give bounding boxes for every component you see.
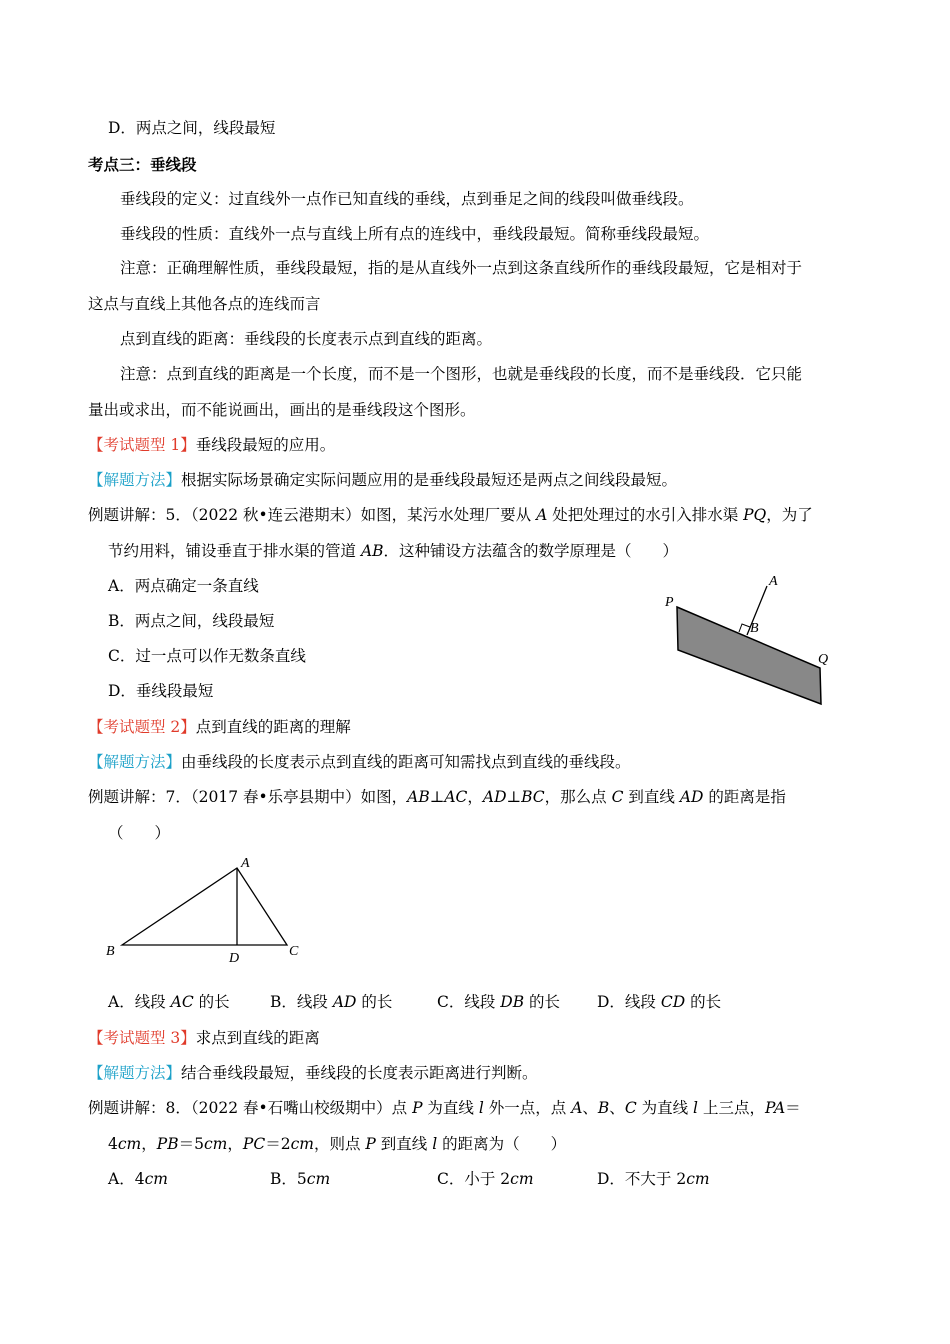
example-5-text: 处把处理过的水引入排水渠 [547,506,744,524]
example-7-option-a [108,991,230,1013]
example-7-option-b [270,991,392,1013]
distance-definition: 点到直线的距离：垂线段的长度表示点到直线的距离。 [120,330,493,348]
triangle-figure [100,850,320,970]
example-5-text: 节约用料，铺设垂直于排水渠的管道 [108,542,361,560]
example-8-line2 [108,1133,566,1155]
example-5-line2 [108,540,678,562]
drainage-channel-figure [660,570,840,710]
option-text: C．小于 2 [437,1170,511,1188]
method-3-tag: 【解题方法】 [88,1064,182,1082]
option-unit: cm [510,1170,534,1188]
example-5-var: AB [360,542,384,560]
example-8-text: 4 [108,1135,118,1153]
example-8-option-d [597,1168,710,1190]
example-7-var: AD [679,788,704,806]
example-7-text: 例题讲解：7．（2017 春•乐亭县期中）如图， [88,788,408,806]
example-8-text: ＝2 [265,1135,291,1153]
example-8-text: ， [227,1135,243,1153]
option-text: 的长 [356,993,393,1011]
example-5-option-a: A．两点确定一条直线 [108,577,259,595]
option-var: AD [332,993,357,1011]
section-title: 考点三：垂线段 [88,155,197,174]
example-7-text: ⊥ [429,788,445,806]
example-7-text: 到直线 [623,788,680,806]
exam-type-2-tag: 【考试题型 2】 [88,718,196,736]
example-5-option-c: C．过一点可以作无数条直线 [108,647,306,665]
method-1-tag: 【解题方法】 [88,471,182,489]
example-5-text: ，为了 [766,506,813,524]
example-5-option-d: D．垂线段最短 [108,682,214,700]
note1-line2: 这点与直线上其他各点的连线而言 [88,295,321,313]
example-8-text: ， [141,1135,157,1153]
example-8-unit: cm [117,1135,142,1153]
exam-type-1-text: 垂线段最短的应用。 [195,436,336,454]
example-8-option-c [437,1168,534,1190]
example-8-var: l [478,1099,484,1117]
label-a: A [769,574,778,589]
example-8-var: l [693,1099,699,1117]
example-7-var: C [611,788,624,806]
example-8-unit: cm [290,1135,314,1153]
exam-type-1 [88,434,335,456]
label-b: B [106,944,115,959]
example-8-var: PA [764,1099,786,1117]
example-8-var: B [597,1099,610,1117]
option-text: C．线段 [437,993,501,1011]
option-text: 的长 [524,993,561,1011]
exam-type-3 [88,1027,320,1049]
example-5-line1 [88,504,813,526]
method-3-text: 结合垂线段最短，垂线段的长度表示距离进行判断。 [181,1064,538,1082]
option-text: 的长 [685,993,722,1011]
example-8-text: ＝5 [178,1135,204,1153]
note2-line1: 注意：点到直线的距离是一个长度，而不是一个图形，也就是垂线段的长度，而不是垂线段．它只能 [120,365,803,383]
example-8-line1 [88,1097,801,1119]
label-q: Q [818,652,829,667]
option-unit: cm [144,1170,168,1188]
example-8-text: ，则点 [313,1135,366,1153]
example-8-option-b [270,1168,330,1190]
example-8-var: PB [156,1135,179,1153]
example-8-text: 、 [609,1099,625,1117]
option-unit: cm [306,1170,331,1188]
option-text: A．4 [108,1170,145,1188]
example-8-var: PC [242,1135,266,1153]
option-text: 的长 [193,993,230,1011]
property-text: 垂线段的性质：直线外一点与直线上所有点的连线中，垂线段最短。简称垂线段最短。 [120,225,710,243]
example-7-var: BC [521,788,545,806]
exam-type-2 [88,716,351,738]
example-5-var: PQ [743,506,767,524]
option-text: B．线段 [270,993,333,1011]
example-8-var: l [432,1135,438,1153]
label-b: B [750,621,759,636]
note1-line1: 注意：正确理解性质，垂线段最短，指的是从直线外一点到这条直线所作的垂线段最短，它是相对于 [120,259,803,277]
option-text: D．线段 [597,993,661,1011]
example-7-text: 的距离是指 [703,788,786,806]
example-8-var: A [571,1099,583,1117]
exam-type-1-tag: 【考试题型 1】 [88,436,196,454]
triangle-abc [122,868,287,945]
example-8-var: P [412,1099,423,1117]
example-5-var: A [536,506,548,524]
example-7-text: ⊥ [506,788,522,806]
method-1 [88,469,677,491]
option-text: D．不大于 2 [597,1170,687,1188]
example-8-text: 上三点， [698,1099,765,1117]
example-8-text: 例题讲解：8．（2022 春•石嘴山校级期中）点 [88,1099,413,1117]
example-7-line2: （ ） [108,824,171,842]
label-d: D [229,951,240,966]
example-5-option-b: B．两点之间，线段最短 [108,612,275,630]
option-text: B．5 [270,1170,307,1188]
example-8-text: 为直线 [422,1099,479,1117]
exam-type-3-tag: 【考试题型 3】 [88,1029,196,1047]
option-unit: cm [686,1170,710,1188]
option-text: A．线段 [108,993,171,1011]
label-p: P [665,595,674,610]
definition-text: 垂线段的定义：过直线外一点作已知直线的垂线，点到垂足之间的线段叫做垂线段。 [120,190,694,208]
example-8-unit: cm [203,1135,228,1153]
example-5-text: 例题讲解：5．（2022 秋•连云港期末）如图，某污水处理厂要从 [88,506,537,524]
note2-line2: 量出或求出，而不能说画出，画出的是垂线段这个图形。 [88,401,476,419]
example-7-text: ，那么点 [544,788,612,806]
example-7-var: AB [407,788,430,806]
example-8-var: C [624,1099,637,1117]
top-option-d: D．两点之间，线段最短 [108,119,276,137]
method-2-text: 由垂线段的长度表示点到直线的距离可知需找点到直线的垂线段。 [181,753,631,771]
example-7-var: AC [444,788,468,806]
example-8-var: P [365,1135,376,1153]
example-8-text: 的距离为（ ） [437,1135,567,1153]
label-a: A [241,856,250,871]
example-7-var: AD [482,788,507,806]
example-7-line1 [88,786,786,808]
method-2 [88,751,631,773]
option-var: CD [660,993,686,1011]
example-8-text: 外一点，点 [483,1099,572,1117]
example-7-text: ， [467,788,483,806]
example-8-text: 、 [582,1099,598,1117]
example-7-option-c [437,991,560,1013]
example-5-text: ．这种铺设方法蕴含的数学原理是（ ） [383,542,679,560]
example-8-option-a [108,1168,168,1190]
label-c: C [289,944,299,959]
example-7-option-d [597,991,721,1013]
method-1-text: 根据实际场景确定实际问题应用的是垂线段最短还是两点之间线段最短。 [181,471,678,489]
option-var: AC [170,993,194,1011]
exam-type-3-text: 求点到直线的距离 [195,1029,320,1047]
example-8-text: 到直线 [375,1135,433,1153]
method-3 [88,1062,538,1084]
method-2-tag: 【解题方法】 [88,753,182,771]
exam-type-2-text: 点到直线的距离的理解 [195,718,351,736]
option-var: DB [500,993,525,1011]
drainage-channel-shape [677,607,821,704]
example-8-text: ＝ [785,1099,801,1117]
example-8-text: 为直线 [636,1099,694,1117]
